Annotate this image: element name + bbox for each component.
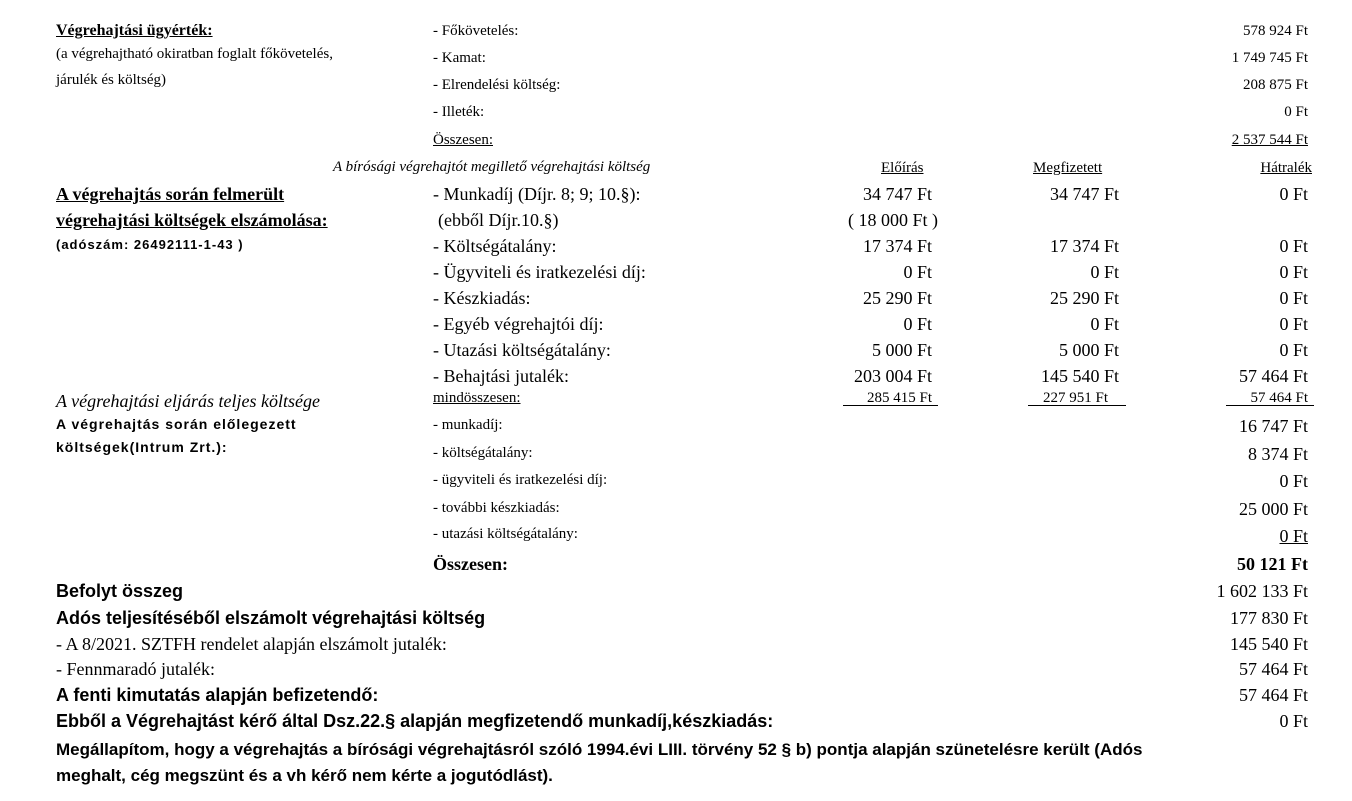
cost-row-label: - Behajtási jutalék: (433, 366, 569, 386)
jutalek-label: - A 8/2021. SZTFH rendelet alapján elszámolt jutalék: (56, 634, 447, 654)
advanced-row-value: 0 Ft (1279, 471, 1308, 491)
advanced-row-label: - ügyviteli és iratkezelési díj: (433, 472, 608, 488)
costs-title-line1: A végrehajtás során felmerült (56, 184, 285, 204)
cost-row-eloiras: ( 18 000 Ft ) (848, 210, 938, 230)
cost-row-megfizetett: 5 000 Ft (1058, 340, 1119, 360)
col-hatralek-header: Hátralék (1260, 160, 1312, 176)
total-eloiras-underline (843, 405, 938, 406)
total-megfizetett-underline (1028, 405, 1126, 406)
conclusion-line2: meghalt, cég megszünt és a vh kérő nem kérte a jogutódlást). (56, 766, 553, 785)
befizetendo-value: 57 464 Ft (1238, 685, 1308, 705)
col-megfizetett-header: Megfizetett (1033, 160, 1103, 176)
cost-row-hatralek: 0 Ft (1279, 184, 1308, 204)
cost-row-label: - Ügyviteli és iratkezelési díj: (433, 262, 646, 282)
cost-row-megfizetett: 0 Ft (1090, 314, 1119, 334)
cost-row-label: - Költségátalány: (433, 236, 557, 256)
ugyertek-title: Végrehajtási ügyérték: (56, 22, 213, 39)
cost-row-hatralek: 0 Ft (1279, 288, 1308, 308)
cost-row-label: - Munkadíj (Díjr. 8; 9; 10.§): (433, 184, 641, 204)
advanced-title-line2: költségek(Intrum Zrt.): (56, 439, 228, 455)
cost-row-label: - Utazási költségátalány: (433, 340, 611, 360)
cost-row-megfizetett: 17 374 Ft (1049, 236, 1119, 256)
cost-row-eloiras: 0 Ft (903, 262, 932, 282)
costs-title-line2: végrehajtási költségek elszámolása: (56, 210, 328, 230)
ados-label: Adós teljesítéséből elszámolt végrehajtási költség (56, 608, 486, 628)
advanced-row-label: - költségátalány: (433, 445, 533, 461)
cost-row-eloiras: 203 004 Ft (853, 366, 932, 386)
advanced-row-label: - munkadíj: (433, 417, 503, 433)
ugyertek-row-value: 0 Ft (1284, 104, 1308, 120)
costs-adoszam: (adószám: 26492111-1-43 ) (56, 237, 244, 252)
ugyertek-row-value: 1 749 745 Ft (1231, 50, 1308, 66)
ugyertek-desc-line2: járulék és költség) (56, 72, 166, 88)
befolyt-value: 1 602 133 Ft (1216, 581, 1308, 601)
fennmarado-label: - Fennmaradó jutalék: (56, 659, 215, 679)
cost-row-megfizetett: 34 747 Ft (1049, 184, 1119, 204)
cost-row-eloiras: 34 747 Ft (862, 184, 932, 204)
befolyt-label: Befolyt összeg (56, 581, 184, 601)
advanced-row-value: 25 000 Ft (1238, 499, 1308, 519)
cost-row-hatralek: 0 Ft (1279, 236, 1308, 256)
cost-row-label: (ebből Díjr.10.§) (438, 210, 559, 230)
advanced-total-label: Összesen: (433, 554, 508, 574)
ugyertek-row-value: 208 875 Ft (1242, 77, 1308, 93)
ugyertek-row-label: - Kamat: (433, 50, 486, 66)
befizetendo-label: A fenti kimutatás alapján befizetendő: (56, 685, 379, 705)
advanced-title-line1: A végrehajtás során előlegezett (56, 416, 297, 432)
advanced-row-value: 16 747 Ft (1238, 416, 1308, 436)
ugyertek-row-label: - Illeték: (433, 104, 485, 120)
conclusion-line1: Megállapítom, hogy a végrehajtás a bírósági végrehajtásról szóló 1994.évi LIII. törvény 52 § b) pontja alapján szünetelésre került (Adós (56, 740, 1143, 759)
advanced-row-value: 0 Ft (1279, 526, 1308, 546)
costs-total-label: mindösszesen: (433, 390, 521, 406)
col-eloiras-header: Előírás (881, 160, 924, 176)
ugyertek-total-label: Összesen: (433, 132, 493, 148)
costs-total-megfizetett: 227 951 Ft (1042, 390, 1108, 406)
cost-row-megfizetett: 0 Ft (1090, 262, 1119, 282)
jutalek-value: 145 540 Ft (1229, 634, 1308, 654)
advanced-row-value: 8 374 Ft (1247, 444, 1308, 464)
ugyertek-row-value: 578 924 Ft (1242, 23, 1308, 39)
total-hatralek-underline (1226, 405, 1314, 406)
ugyertek-row-label: - Főkövetelés: (433, 23, 519, 39)
cost-row-eloiras: 25 290 Ft (862, 288, 932, 308)
costs-total-hatralek: 57 464 Ft (1250, 390, 1308, 406)
costs-header-title: A bírósági végrehajtót megillető végrehajtási költség (333, 159, 651, 175)
ugyertek-desc-line1: (a végrehajtható okiratban foglalt főkövetelés, (56, 46, 333, 62)
ugyertek-row-label: - Elrendelési költség: (433, 77, 561, 93)
cost-row-eloiras: 17 374 Ft (862, 236, 932, 256)
ebbol-label: Ebből a Végrehajtást kérő által Dsz.22.§ alapján megfizetendő munkadíj,készkiadás: (56, 711, 774, 731)
cost-row-label: - Egyéb végrehajtói díj: (433, 314, 604, 334)
ebbol-value: 0 Ft (1279, 711, 1308, 731)
ugyertek-total-value: 2 537 544 Ft (1231, 132, 1308, 148)
cost-row-eloiras: 0 Ft (903, 314, 932, 334)
cost-row-megfizetett: 145 540 Ft (1040, 366, 1119, 386)
advanced-row-label: - további készkiadás: (433, 500, 560, 516)
fennmarado-value: 57 464 Ft (1238, 659, 1308, 679)
cost-row-hatralek: 0 Ft (1279, 314, 1308, 334)
costs-total-eloiras: 285 415 Ft (866, 390, 932, 406)
costs-total-caption: A végrehajtási eljárás teljes költsége (56, 391, 320, 411)
cost-row-label: - Készkiadás: (433, 288, 531, 308)
advanced-row-label: - utazási költségátalány: (433, 526, 578, 542)
cost-row-megfizetett: 25 290 Ft (1049, 288, 1119, 308)
cost-row-hatralek: 0 Ft (1279, 340, 1308, 360)
cost-row-eloiras: 5 000 Ft (871, 340, 932, 360)
ados-value: 177 830 Ft (1229, 608, 1308, 628)
advanced-total-value: 50 121 Ft (1237, 554, 1308, 574)
cost-row-hatralek: 57 464 Ft (1238, 366, 1308, 386)
cost-row-hatralek: 0 Ft (1279, 262, 1308, 282)
